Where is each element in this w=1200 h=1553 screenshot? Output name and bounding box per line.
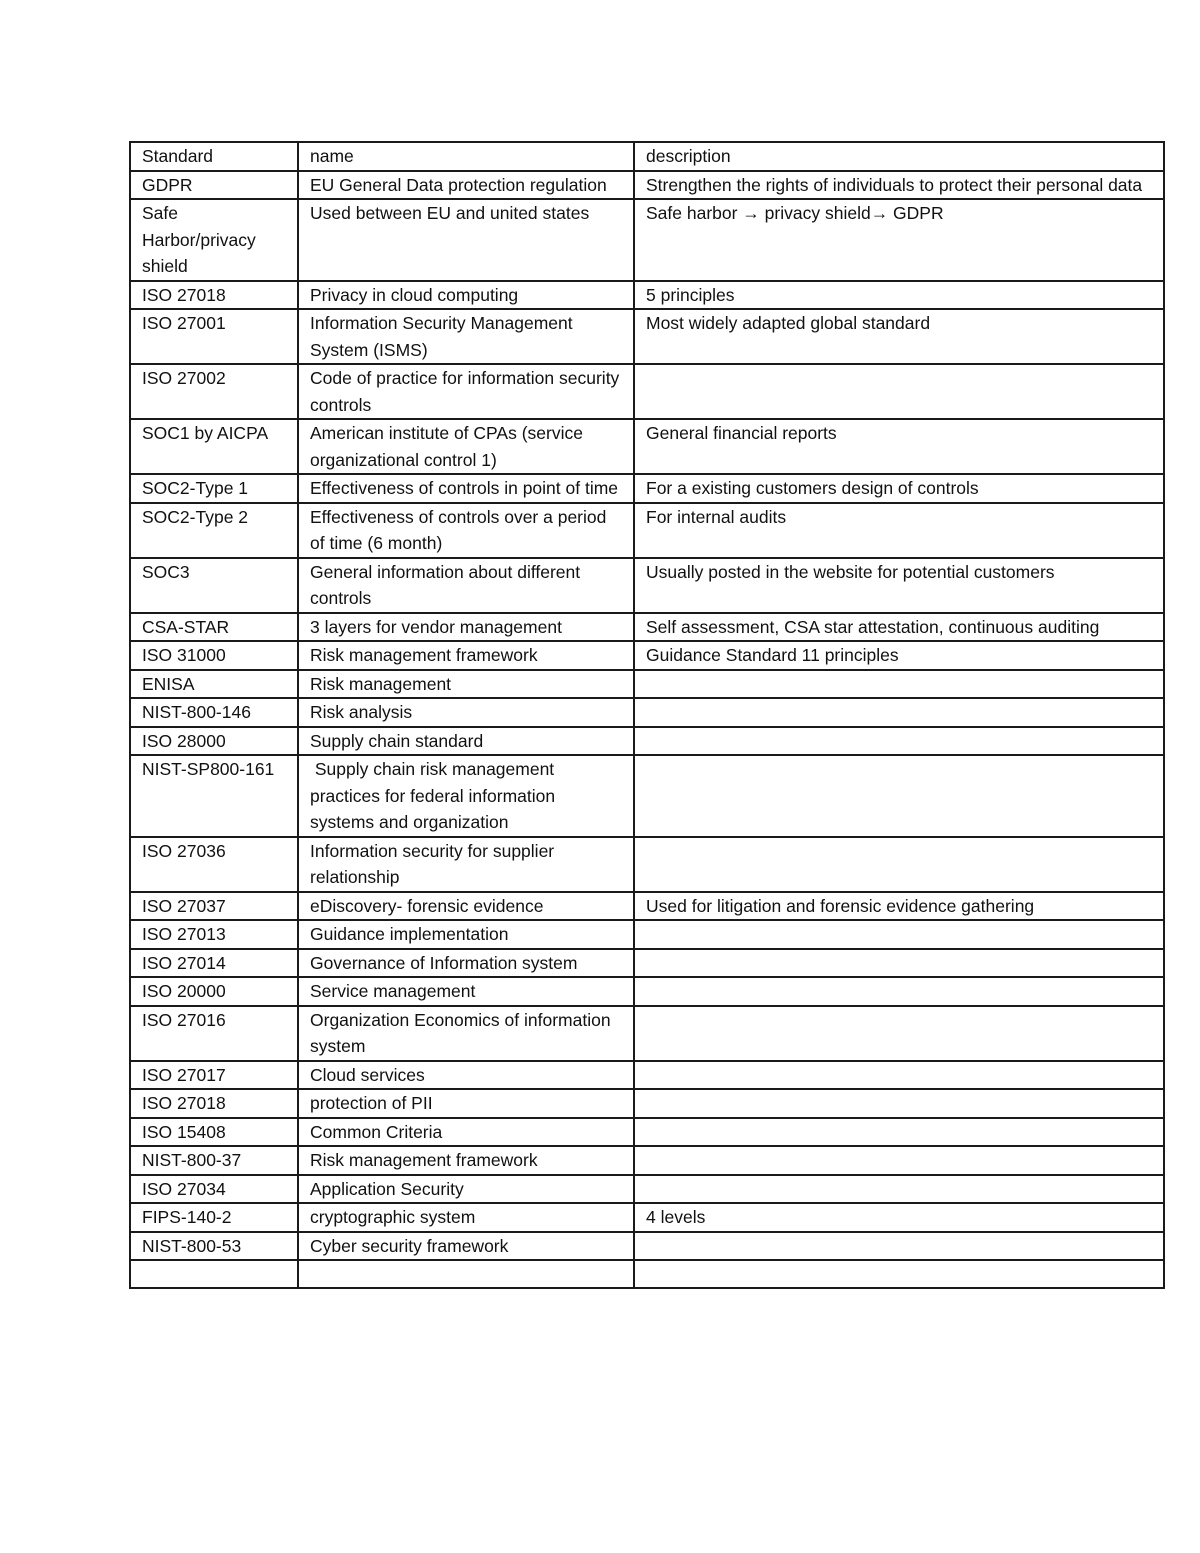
cell-description	[634, 364, 1164, 419]
cell-description: Self assessment, CSA star attestation, continuous auditing	[634, 613, 1164, 642]
cell-standard: NIST-SP800-161	[130, 755, 298, 837]
cell-name: eDiscovery- forensic evidence	[298, 892, 634, 921]
cell-name: Effectiveness of controls in point of time	[298, 474, 634, 503]
cell-standard: ISO 20000	[130, 977, 298, 1006]
cell-description: Strengthen the rights of individuals to protect their personal data	[634, 171, 1164, 200]
cell-description	[634, 1260, 1164, 1288]
cell-name: Privacy in cloud computing	[298, 281, 634, 310]
cell-standard: NIST-800-146	[130, 698, 298, 727]
cell-description	[634, 837, 1164, 892]
table-row	[130, 364, 1164, 419]
cell-name: protection of PII	[298, 1089, 634, 1118]
cell-standard: ISO 27013	[130, 920, 298, 949]
table-row	[130, 641, 1164, 670]
table-row	[130, 977, 1164, 1006]
cell-standard: ISO 27017	[130, 1061, 298, 1090]
cell-standard: NIST-800-53	[130, 1232, 298, 1261]
cell-name: Guidance implementation	[298, 920, 634, 949]
cell-description: Guidance Standard 11 principles	[634, 641, 1164, 670]
table-row	[130, 892, 1164, 921]
cell-standard: ISO 27002	[130, 364, 298, 419]
cell-name: Governance of Information system	[298, 949, 634, 978]
cell-standard: ISO 27001	[130, 309, 298, 364]
table-row	[130, 1146, 1164, 1175]
cell-standard: NIST-800-37	[130, 1146, 298, 1175]
cell-name: cryptographic system	[298, 1203, 634, 1232]
cell-standard: ISO 27036	[130, 837, 298, 892]
cell-name: Information security for supplier relationship	[298, 837, 634, 892]
cell-standard: ENISA	[130, 670, 298, 699]
cell-name: Cloud services	[298, 1061, 634, 1090]
cell-name: Service management	[298, 977, 634, 1006]
cell-name: Risk management framework	[298, 1146, 634, 1175]
table-row	[130, 1006, 1164, 1061]
cell-name: Application Security	[298, 1175, 634, 1204]
cell-standard: CSA-STAR	[130, 613, 298, 642]
cell-name: Risk management	[298, 670, 634, 699]
table-row	[130, 755, 1164, 837]
table-row	[130, 949, 1164, 978]
table-row	[130, 1061, 1164, 1090]
cell-name: American institute of CPAs (service organizational control 1)	[298, 419, 634, 474]
standards-table	[129, 141, 1165, 1289]
cell-name: Used between EU and united states	[298, 199, 634, 281]
cell-name: Supply chain standard	[298, 727, 634, 756]
cell-description	[634, 949, 1164, 978]
table-row	[130, 281, 1164, 310]
cell-description	[634, 698, 1164, 727]
table-row	[130, 613, 1164, 642]
cell-standard: ISO 15408	[130, 1118, 298, 1147]
cell-standard: ISO 31000	[130, 641, 298, 670]
header-description: description	[634, 142, 1164, 171]
cell-standard: SOC1 by AICPA	[130, 419, 298, 474]
table-row	[130, 698, 1164, 727]
table-row	[130, 419, 1164, 474]
cell-description: For a existing customers design of controls	[634, 474, 1164, 503]
cell-standard: SOC2-Type 1	[130, 474, 298, 503]
cell-description	[634, 670, 1164, 699]
cell-name: Code of practice for information security controls	[298, 364, 634, 419]
table-body	[130, 142, 1164, 1288]
cell-name: Common Criteria	[298, 1118, 634, 1147]
cell-standard: SOC2-Type 2	[130, 503, 298, 558]
cell-description	[634, 977, 1164, 1006]
cell-description	[634, 1061, 1164, 1090]
cell-standard: ISO 27037	[130, 892, 298, 921]
table-row	[130, 727, 1164, 756]
table-row	[130, 1118, 1164, 1147]
cell-description	[634, 920, 1164, 949]
table-row	[130, 920, 1164, 949]
table-row	[130, 503, 1164, 558]
table-row	[130, 1203, 1164, 1232]
table-header-row	[130, 142, 1164, 171]
cell-name: Organization Economics of information system	[298, 1006, 634, 1061]
cell-name: Information Security Management System (ISMS)	[298, 309, 634, 364]
table-row	[130, 199, 1164, 281]
cell-name: Effectiveness of controls over a period of time (6 month)	[298, 503, 634, 558]
table-row	[130, 1260, 1164, 1288]
cell-standard: ISO 27014	[130, 949, 298, 978]
cell-description: Most widely adapted global standard	[634, 309, 1164, 364]
cell-description: 4 levels	[634, 1203, 1164, 1232]
cell-name: General information about different controls	[298, 558, 634, 613]
table-row	[130, 670, 1164, 699]
table-row	[130, 309, 1164, 364]
cell-name: EU General Data protection regulation	[298, 171, 634, 200]
table-row	[130, 837, 1164, 892]
cell-name: Risk analysis	[298, 698, 634, 727]
cell-description: Used for litigation and forensic evidence gathering	[634, 892, 1164, 921]
table-row	[130, 474, 1164, 503]
cell-name: Supply chain risk management practices for federal information systems and organization	[298, 755, 634, 837]
cell-standard: GDPR	[130, 171, 298, 200]
cell-description	[634, 1146, 1164, 1175]
cell-description	[634, 1089, 1164, 1118]
header-name: name	[298, 142, 634, 171]
cell-description	[634, 1232, 1164, 1261]
cell-standard: SOC3	[130, 558, 298, 613]
table-row	[130, 1232, 1164, 1261]
table-row	[130, 171, 1164, 200]
cell-description	[634, 755, 1164, 837]
cell-description: Safe harbor → privacy shield→ GDPR	[634, 199, 1164, 281]
cell-description	[634, 1006, 1164, 1061]
cell-description	[634, 1118, 1164, 1147]
cell-description	[634, 727, 1164, 756]
cell-standard: Safe Harbor/privacy shield	[130, 199, 298, 281]
cell-standard: ISO 27018	[130, 1089, 298, 1118]
cell-description: For internal audits	[634, 503, 1164, 558]
header-standard: Standard	[130, 142, 298, 171]
cell-description: General financial reports	[634, 419, 1164, 474]
cell-description: Usually posted in the website for potential customers	[634, 558, 1164, 613]
cell-standard: ISO 27016	[130, 1006, 298, 1061]
cell-standard: ISO 27034	[130, 1175, 298, 1204]
cell-name	[298, 1260, 634, 1288]
table-row	[130, 1089, 1164, 1118]
cell-name: Cyber security framework	[298, 1232, 634, 1261]
table-row	[130, 558, 1164, 613]
cell-standard	[130, 1260, 298, 1288]
cell-name: 3 layers for vendor management	[298, 613, 634, 642]
cell-standard: ISO 28000	[130, 727, 298, 756]
cell-standard: ISO 27018	[130, 281, 298, 310]
cell-description: 5 principles	[634, 281, 1164, 310]
cell-standard: FIPS-140-2	[130, 1203, 298, 1232]
table-row	[130, 1175, 1164, 1204]
cell-description	[634, 1175, 1164, 1204]
cell-name: Risk management framework	[298, 641, 634, 670]
